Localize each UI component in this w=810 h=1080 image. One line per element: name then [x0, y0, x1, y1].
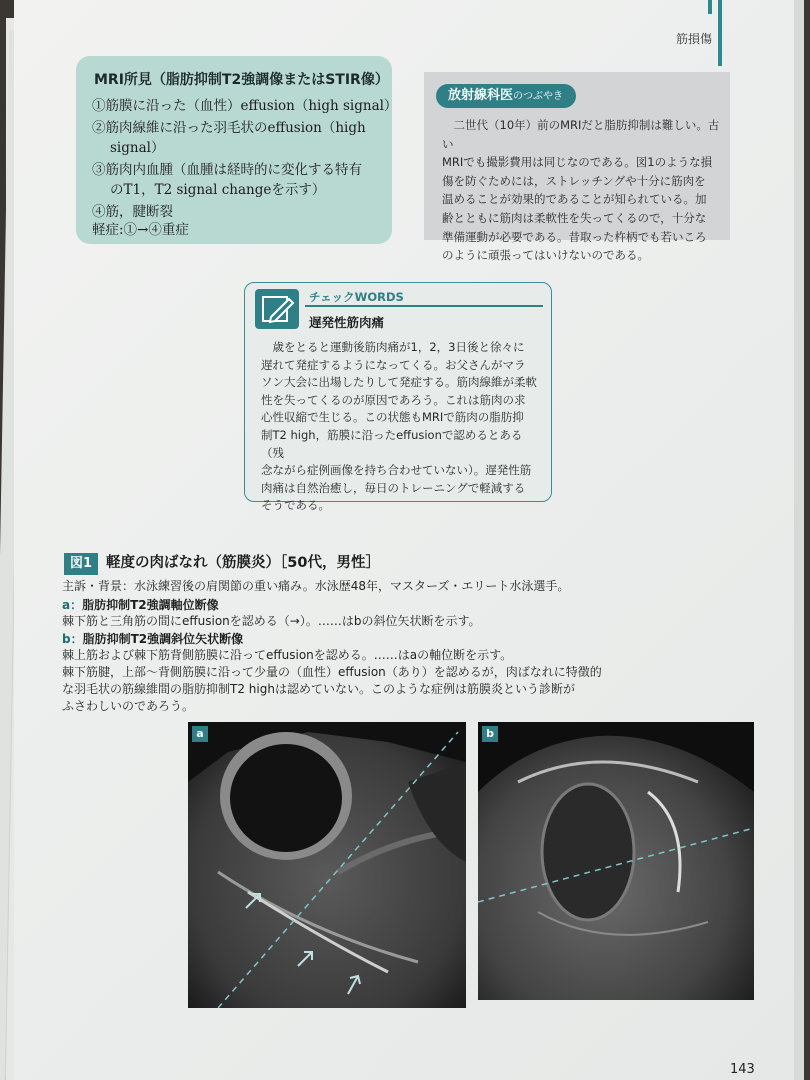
figure-b-description: 棘上筋および棘下筋背側筋膜に沿ってeffusionを認める。……はaの軸位断を示す。 — [62, 648, 513, 662]
figure-b-description: な羽毛状の筋線維間の脂肪抑制T2 highは認めていない。このような症例は筋膜炎という診断が — [62, 682, 575, 696]
section-title: 筋損傷 — [676, 32, 713, 46]
mri-findings-box — [76, 56, 398, 244]
check-line: 性を失ってくるのが原因であろう。これは筋肉の求 — [261, 392, 526, 407]
note-line: MRIでも撮影費用は同じなのである。図1のような損 — [442, 155, 713, 170]
figure-b-title: 脂肪抑制T2強調斜位矢状断像 — [82, 632, 244, 646]
note-line: 温めることが効果的であることが知られている。加 — [442, 192, 707, 207]
check-line: 歳をとると運動後筋肉痛が1，2，3日後と徐々に — [261, 340, 525, 354]
figure-number: 図1 — [64, 553, 98, 575]
figure-title: 軽度の肉ばなれ（筋膜炎）［50代，男性］ — [106, 555, 380, 571]
note-line: のように頑張ってはいけないのである。 — [442, 248, 649, 263]
mri-image-a — [188, 722, 466, 1008]
check-words-label: チェックWORDS — [309, 290, 404, 304]
image-a-label: a — [192, 726, 208, 742]
check-line: 心性収縮で生じる。この状態もMRIで筋肉の脂肪抑 — [261, 410, 524, 425]
check-line: 制T2 high，筋膜に沿ったeffusionで認めるとある（残 — [261, 427, 523, 460]
page-right-edge — [794, 0, 804, 1080]
check-words-box — [244, 282, 552, 513]
mri-finding-item: ③筋肉内血腫（血腫は経時的に変化する特有 — [92, 162, 362, 178]
figure-b-description: ふさわしいのであろう。 — [62, 699, 195, 713]
mri-finding-item: のT1，T2 signal changeを示す） — [110, 182, 326, 198]
figure-a-description: 棘下筋と三角筋の間にeffusionを認める（→）。……はbの斜位矢状断を示す。 — [62, 614, 481, 628]
note-line: 二世代（10年）前のMRIだと脂肪抑制は難しい。古い — [442, 118, 720, 151]
check-line: ソン大会に出場したりして発症する。筋肉線維が柔軟 — [261, 375, 537, 390]
mri-finding-item: ①筋膜に沿った（血性）effusion（high signal） — [92, 98, 398, 114]
check-line: 念ながら症例画像を持ち合わせていない）。遅発性筋 — [261, 463, 532, 478]
radiologist-note-title-suffix: のつぶやき — [513, 91, 564, 102]
figure-b-label: b： — [62, 632, 83, 646]
book-page — [14, 0, 804, 1080]
check-line: 肉痛は自然治癒し，毎日のトレーニングで軽減する — [261, 480, 526, 495]
radiologist-note-header — [436, 84, 576, 108]
check-words-body — [261, 339, 541, 515]
note-line: 準備運動が必要である。昔取った杵柄でも若いころ — [442, 229, 707, 244]
figure-complaint: 主訴・背景：水泳練習後の肩関節の重い痛み。水泳歴48年，マスターズ・エリート水泳選手。 — [62, 579, 570, 593]
mri-image-b — [478, 722, 754, 1000]
page-number: 143 — [730, 1062, 755, 1077]
image-b-label: b — [482, 726, 498, 742]
figure-b-description: 棘下筋腱，上部～背側筋膜に沿って少量の（血性）effusion（あり）を認めるが，肉ばなれに特徴的 — [62, 665, 602, 679]
pencil-icon — [255, 289, 299, 329]
figure-b-heading — [62, 630, 243, 647]
note-line: 齢とともに筋肉は柔軟性を失ってくるので，十分な — [442, 210, 707, 225]
mri-severity-scale: 軽症:①→④重症 — [92, 222, 189, 238]
divider — [305, 305, 543, 307]
figure-a-label: a： — [62, 598, 83, 612]
check-line: 遅れて発症するようになってくる。お父さんがマラ — [261, 357, 526, 372]
radiologist-note-box — [424, 72, 730, 263]
mri-findings-title: MRI所見（脂肪抑制T2強調像またはSTIR像） — [94, 72, 389, 88]
mri-finding-item: ④筋，腱断裂 — [92, 204, 173, 220]
mri-finding-item: ②筋肉線維に沿った羽毛状のeffusion（high — [92, 120, 366, 136]
figure-a-heading — [62, 596, 219, 613]
tab-marker — [718, 0, 722, 66]
check-words-term: 遅発性筋肉痛 — [309, 315, 385, 330]
check-line: そうである。 — [261, 498, 330, 513]
figure-heading — [64, 552, 380, 574]
radiologist-note-title: 放射線科医 — [448, 88, 514, 103]
figure-a-title: 脂肪抑制T2強調軸位断像 — [82, 598, 219, 612]
note-line: 傷を防ぐためには，ストレッチングや十分に筋肉を — [442, 173, 706, 188]
radiologist-note-body — [442, 116, 724, 265]
tab-marker — [708, 0, 712, 14]
mri-finding-item: signal） — [110, 140, 165, 156]
